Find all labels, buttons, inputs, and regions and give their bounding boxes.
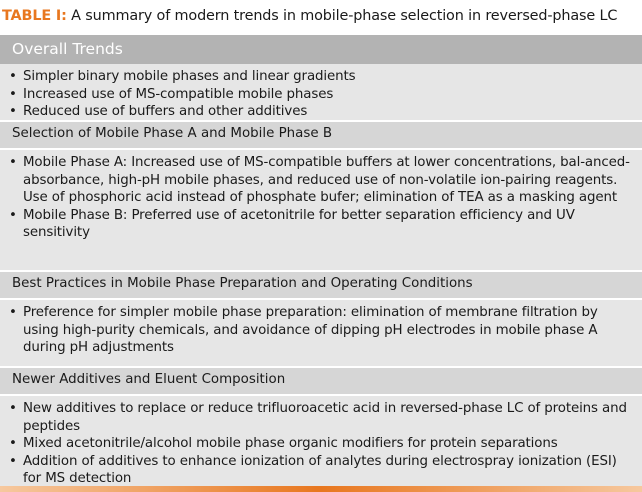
section-heading-mobile-phase-selection: Selection of Mobile Phase A and Mobile Phase B [0, 120, 642, 150]
bullet-list [8, 400, 634, 488]
list-item: • Addition of additives to enhance ionization of analytes during electrospray ionization (ESI) for MS detection [8, 453, 634, 488]
list-item: • Simpler binary mobile phases and linear gradients [8, 68, 634, 86]
table-caption: A summary of modern trends in mobile-phase selection in reversed-phase LC [66, 8, 618, 24]
table-label: TABLE I: [2, 8, 67, 24]
section-heading-newer-additives: Newer Additives and Eluent Composition [0, 366, 642, 396]
section-newer-additives-body [0, 396, 642, 491]
list-item: • Mixed acetonitrile/alcohol mobile phase organic modifiers for protein separations [8, 435, 634, 453]
list-item: • Increased use of MS-compatible mobile phases [8, 86, 634, 104]
bottom-accent-rule [0, 486, 642, 492]
summary-table [0, 35, 642, 486]
section-heading-best-practices: Best Practices in Mobile Phase Preparation and Operating Conditions [0, 270, 642, 300]
list-item: • Mobile Phase B: Preferred use of acetonitrile for better separation efficiency and UV sensitivity [8, 207, 634, 242]
section-overall-trends-body [0, 64, 642, 120]
list-item: • Preference for simpler mobile phase preparation: elimination of membrane filtration by using high-purity chemicals, and avoidance of dipping pH electrodes in mobile phase A during pH adjustments [8, 304, 634, 357]
list-item: • Reduced use of buffers and other additives [8, 103, 634, 121]
list-item: • New additives to replace or reduce trifluoroacetic acid in reversed-phase LC of proteins and peptides [8, 400, 634, 435]
bullet-list [8, 154, 634, 242]
section-mobile-phase-selection-body [0, 150, 642, 270]
list-item: • Mobile Phase A: Increased use of MS-compatible buffers at lower concentrations, bal-anced-absorbance, high-pH mobile phases, and reduced use of non-volatile ion-pairing reagents. Use of phosphoric acid instead of phosphate bufer; elimination of TEA as a masking agent [8, 154, 634, 207]
section-best-practices-body [0, 300, 642, 366]
bullet-list [8, 68, 634, 121]
bullet-list [8, 304, 634, 357]
table-header-overall-trends: Overall Trends [0, 35, 642, 64]
table-title [2, 3, 638, 29]
